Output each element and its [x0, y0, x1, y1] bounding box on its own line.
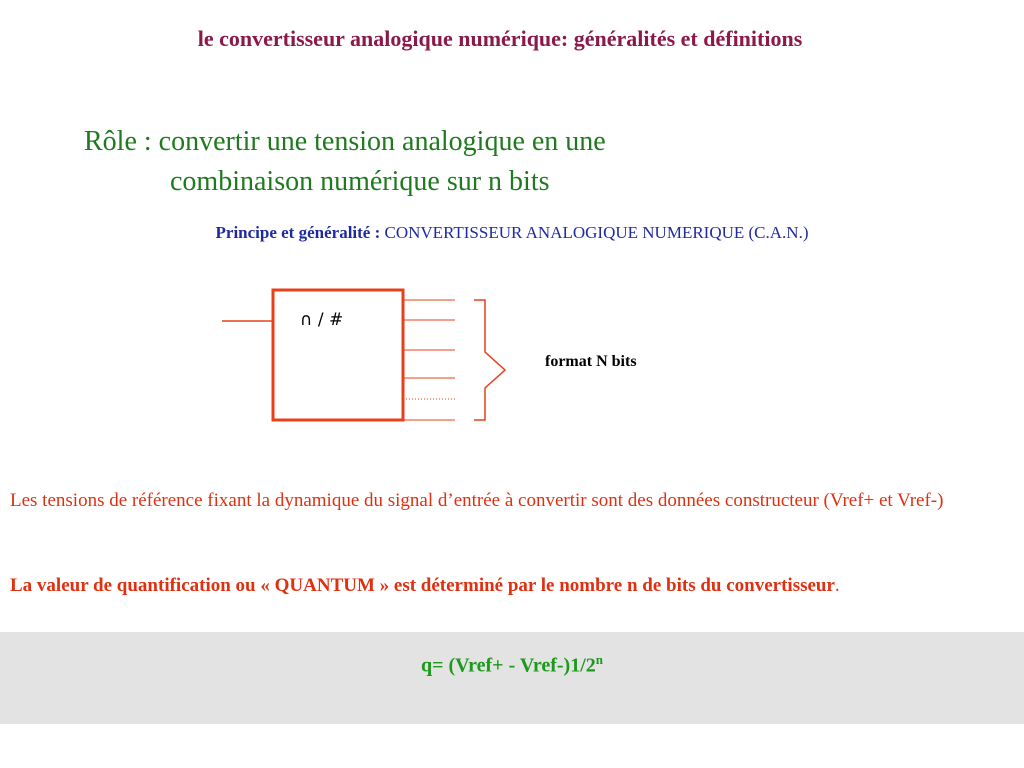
output-brace — [474, 300, 505, 420]
format-label: format N bits — [545, 353, 637, 370]
formula-exponent: n — [595, 652, 603, 667]
adc-symbol-label: ∩ / # — [300, 310, 344, 330]
principe-label: Principe et généralité : — [215, 223, 381, 242]
quantum-paragraph — [10, 571, 1013, 600]
quantum-period: . — [834, 575, 840, 596]
slide-title: le convertisseur analogique numérique: généralités et définitions — [197, 26, 803, 51]
formula-band — [0, 632, 1024, 724]
role-line-2: combinaison numérique sur n bits — [170, 166, 550, 197]
formula-main: q= (Vref+ - Vref-)1/2 — [420, 654, 596, 677]
quantum-text: La valeur de quantification ou « QUANTUM » est déterminé par le nombre n de bits du convertisseur — [10, 575, 835, 596]
quantum-formula — [0, 652, 1024, 678]
role-line-1: Rôle : convertir une tension analogique en une — [84, 126, 606, 157]
principe-value: CONVERTISSEUR ANALOGIQUE NUMERIQUE (C.A.N.) — [380, 223, 809, 242]
reference-voltage-paragraph: Les tensions de référence fixant la dynamique du signal d’entrée à convertir sont des données constructeur (Vref+ et Vref-) — [10, 490, 944, 511]
